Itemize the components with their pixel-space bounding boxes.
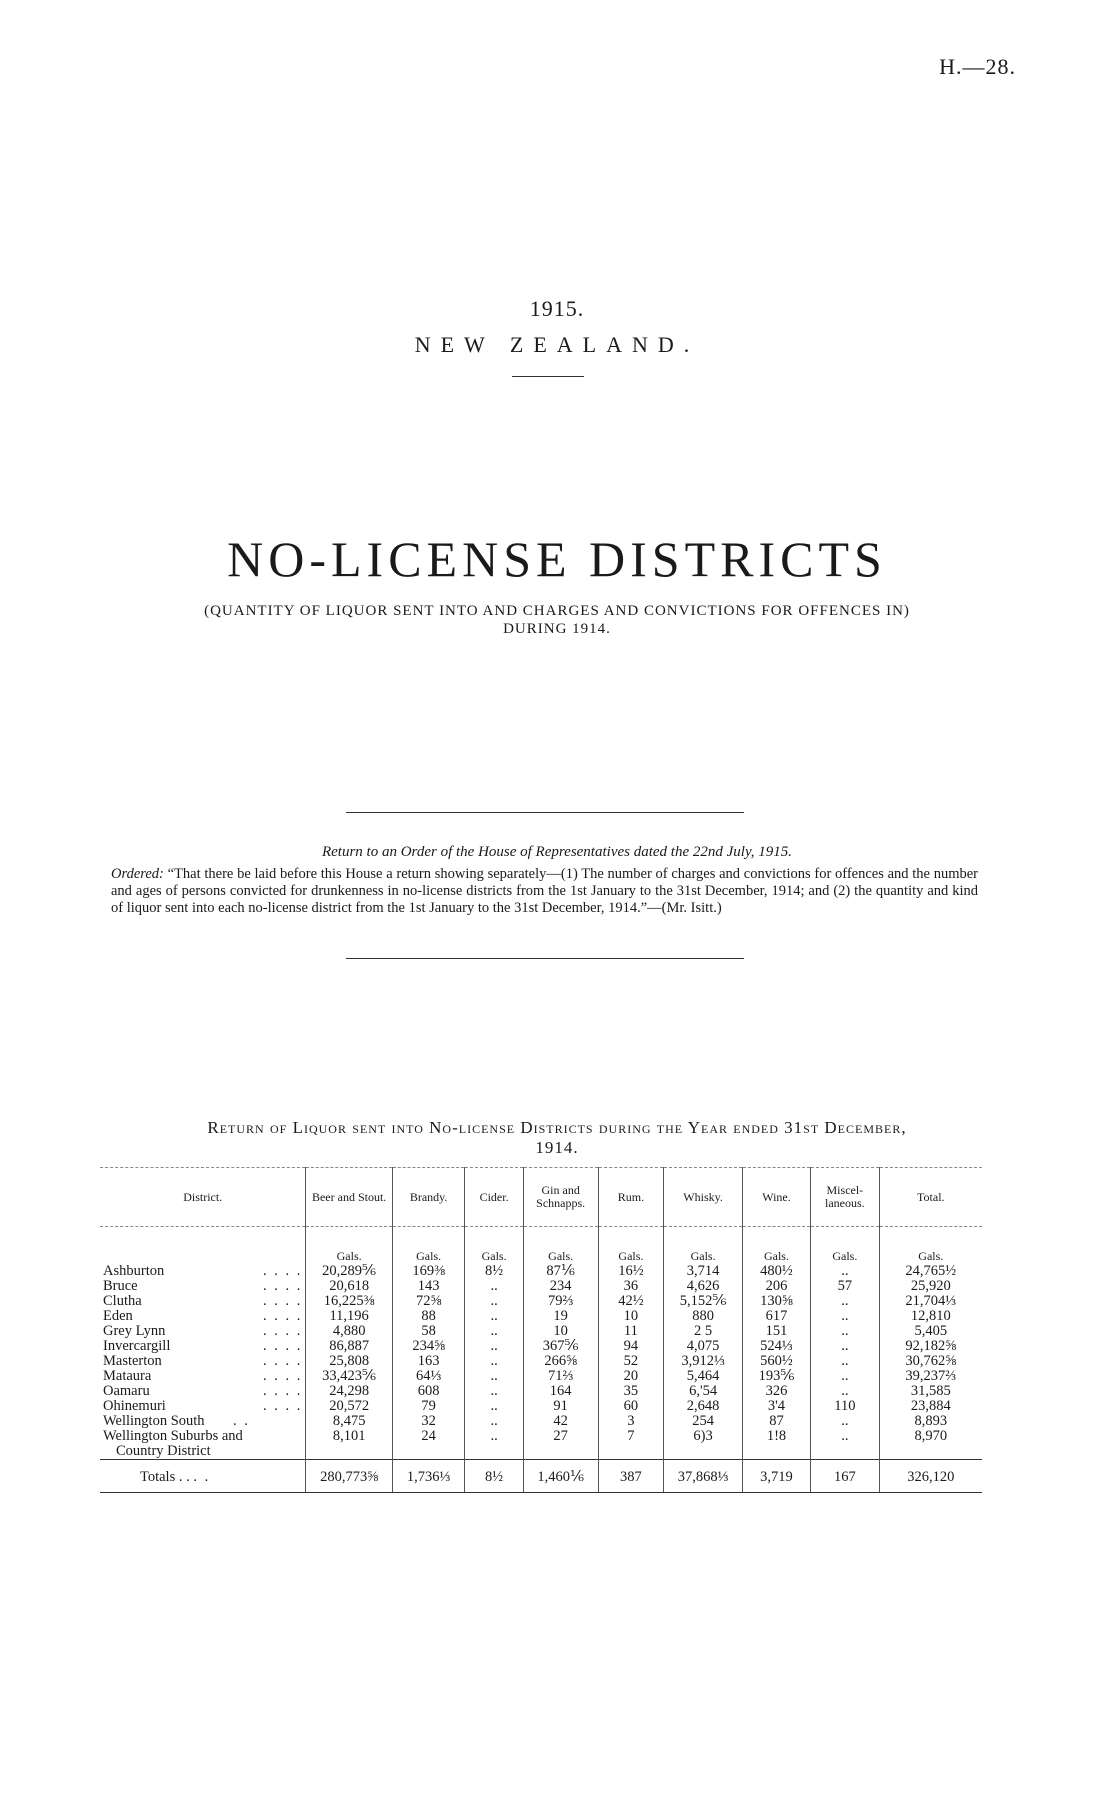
table-cell: 86,887 [306, 1339, 393, 1354]
table-cell: Gals. [879, 1227, 982, 1265]
table-cell [306, 1444, 393, 1460]
table-cell: 21,704⅓ [879, 1294, 982, 1309]
table-cell: 8,475 [306, 1414, 393, 1429]
district-cell [100, 1324, 306, 1339]
table-cell: 36 [598, 1279, 664, 1294]
table-cell: 87⅙ [523, 1264, 598, 1279]
table-cell: .. [811, 1414, 879, 1429]
table-cell: 326 [742, 1384, 810, 1399]
table-cell: 1,460⅙ [523, 1460, 598, 1493]
column-header: Whisky. [664, 1168, 743, 1227]
table-cell: .. [465, 1339, 523, 1354]
column-header: Wine. [742, 1168, 810, 1227]
table-cell [100, 1227, 306, 1265]
table-cell: 560½ [742, 1354, 810, 1369]
column-header: Cider. [465, 1168, 523, 1227]
table-cell: 8½ [465, 1264, 523, 1279]
table-cell: 24 [392, 1429, 464, 1444]
district-name: Ashburton [103, 1263, 165, 1279]
district-cell [100, 1414, 306, 1429]
table-cell: 254 [664, 1414, 743, 1429]
table-cell: 19 [523, 1309, 598, 1324]
table-cell: 20,289⅚ [306, 1264, 393, 1279]
ordered-text: “That there be laid before this House a return showing separately—(1) The number of charges and convictions for offences and the number and ages of persons convicted for drunkenness in no-license districts from the 1st January to the 31st December, 1914; and (2) the quantity and kind of liquor sent into each no-license district from the 1st January to the 31st December, 1914.”—(Mr. Isitt.) [111, 866, 978, 916]
table-cell: .. [465, 1294, 523, 1309]
table-cell: 88 [392, 1309, 464, 1324]
table-cell: 20 [598, 1369, 664, 1384]
table-row [100, 1369, 982, 1384]
leader-dots: . . . . [263, 1308, 303, 1324]
divider [346, 812, 744, 813]
table-row-continuation [100, 1444, 982, 1460]
table-cell: 326,120 [879, 1460, 982, 1493]
table-cell: .. [811, 1294, 879, 1309]
district-name: Masterton [103, 1353, 162, 1369]
table-cell: 3'4 [742, 1399, 810, 1414]
table-cell: 3,912⅓ [664, 1354, 743, 1369]
district-cell [100, 1384, 306, 1399]
table-cell: 234 [523, 1279, 598, 1294]
table-cell: 79⅔ [523, 1294, 598, 1309]
table-cell: 35 [598, 1384, 664, 1399]
leader-dots: . . . . [263, 1353, 303, 1369]
leader-dots: . . [193, 1468, 211, 1485]
leader-dots: . . . . [263, 1278, 303, 1294]
table-cell: 20,618 [306, 1279, 393, 1294]
table-cell: 27 [523, 1429, 598, 1444]
table-cell: 8,893 [879, 1414, 982, 1429]
table-cell: 8,101 [306, 1429, 393, 1444]
table-cell: 524⅓ [742, 1339, 810, 1354]
table-row [100, 1264, 982, 1279]
district-cell [100, 1369, 306, 1384]
ordered-label: Ordered: [111, 866, 164, 882]
district-cell: Country District [116, 1443, 211, 1459]
table-cell: 20,572 [306, 1399, 393, 1414]
table-title-line: Return of Liquor sent into No-license Districts during the Year ended 31st December, [207, 1118, 907, 1137]
table-cell: 387 [598, 1460, 664, 1493]
table-cell: .. [811, 1369, 879, 1384]
table-cell: 31,585 [879, 1384, 982, 1399]
table-cell: 143 [392, 1279, 464, 1294]
table-cell [465, 1444, 523, 1460]
table-row [100, 1294, 982, 1309]
table-cell: 6)3 [664, 1429, 743, 1444]
table-cell: .. [811, 1429, 879, 1444]
table-cell: 11 [598, 1324, 664, 1339]
table-cell [392, 1444, 464, 1460]
table-cell: .. [811, 1339, 879, 1354]
table-cell [879, 1444, 982, 1460]
district-name: Mataura [103, 1368, 152, 1384]
table-cell: 280,773⅝ [306, 1460, 393, 1493]
table-cell: 266⅝ [523, 1354, 598, 1369]
column-header: Rum. [598, 1168, 664, 1227]
totals-row [100, 1460, 982, 1493]
table-cell: 6,'54 [664, 1384, 743, 1399]
district-cell [100, 1279, 306, 1294]
table-cell [598, 1444, 664, 1460]
table-cell: 7 [598, 1429, 664, 1444]
table-cell: .. [465, 1414, 523, 1429]
table-cell: 5,152⅚ [664, 1294, 743, 1309]
table-cell: 30,762⅝ [879, 1354, 982, 1369]
table-cell: Gals. [392, 1227, 464, 1265]
table-cell: 4,626 [664, 1279, 743, 1294]
table-row [100, 1414, 982, 1429]
district-cell [100, 1309, 306, 1324]
table-cell: 169⅜ [392, 1264, 464, 1279]
column-header: District. [100, 1168, 306, 1227]
table-cell: 5,405 [879, 1324, 982, 1339]
table-cell: 5,464 [664, 1369, 743, 1384]
district-name: Eden [103, 1308, 133, 1324]
table-cell: .. [811, 1354, 879, 1369]
liquor-table [100, 1167, 982, 1493]
table-cell: 60 [598, 1399, 664, 1414]
table-cell: 1!8 [742, 1429, 810, 1444]
table-cell: 64⅓ [392, 1369, 464, 1384]
column-header: Total. [879, 1168, 982, 1227]
table-cell: 1,736⅓ [392, 1460, 464, 1493]
table-cell: 37,868⅓ [664, 1460, 743, 1493]
subtitle-line: DURING 1914. [503, 621, 611, 637]
page-subtitle [0, 602, 1114, 638]
table-cell: 10 [598, 1309, 664, 1324]
table-cell: .. [465, 1429, 523, 1444]
table-cell: 11,196 [306, 1309, 393, 1324]
table-cell: 23,884 [879, 1399, 982, 1414]
table-cell: 164 [523, 1384, 598, 1399]
order-paragraph [111, 866, 978, 917]
totals-label-cell [100, 1460, 306, 1493]
document-year: 1915. [529, 296, 585, 321]
table-cell: 25,920 [879, 1279, 982, 1294]
table-title-line: 1914. [535, 1138, 579, 1157]
table-cell: .. [465, 1384, 523, 1399]
table-header-row [100, 1168, 982, 1227]
table-row [100, 1429, 982, 1444]
table-cell: 480½ [742, 1264, 810, 1279]
table-cell: 8½ [465, 1460, 523, 1493]
table-cell [811, 1444, 879, 1460]
district-name: Bruce [103, 1278, 138, 1294]
leader-dots: . . . . [263, 1338, 303, 1354]
table-cell: 608 [392, 1384, 464, 1399]
table-cell [523, 1444, 598, 1460]
table-cell: 94 [598, 1339, 664, 1354]
table-cell: 71⅔ [523, 1369, 598, 1384]
table-cell [664, 1444, 743, 1460]
table-cell: Gals. [523, 1227, 598, 1265]
table-cell: Gals. [664, 1227, 743, 1265]
column-header: Gin and Schnapps. [523, 1168, 598, 1227]
table-cell: .. [465, 1354, 523, 1369]
table-cell: 16½ [598, 1264, 664, 1279]
leader-dots: . . . . [263, 1368, 303, 1384]
document-reference: H.—28. [939, 54, 1016, 79]
table-cell: 57 [811, 1279, 879, 1294]
table-cell: 4,880 [306, 1324, 393, 1339]
table-row [100, 1279, 982, 1294]
leader-dots: . . . . [263, 1263, 303, 1279]
table-row [100, 1309, 982, 1324]
district-cell [100, 1264, 306, 1279]
table-cell: 2,648 [664, 1399, 743, 1414]
table-cell: 2 5 [664, 1324, 743, 1339]
table-cell: 79 [392, 1399, 464, 1414]
table-cell: Gals. [598, 1227, 664, 1265]
table-cell: 206 [742, 1279, 810, 1294]
table-cell: .. [465, 1279, 523, 1294]
table-cell: Gals. [811, 1227, 879, 1265]
table-row [100, 1354, 982, 1369]
column-header: Beer and Stout. [306, 1168, 393, 1227]
table-cell: 110 [811, 1399, 879, 1414]
leader-dots: . . . . [263, 1398, 303, 1414]
table-cell: 234⅝ [392, 1339, 464, 1354]
table-cell: .. [465, 1324, 523, 1339]
table-cell: 39,237⅔ [879, 1369, 982, 1384]
subtitle-line: (QUANTITY OF LIQUOR SENT INTO AND CHARGES AND CONVICTIONS FOR OFFENCES IN) [204, 603, 910, 619]
table-cell: 25,808 [306, 1354, 393, 1369]
district-name: Wellington South [103, 1413, 205, 1429]
table-row [100, 1384, 982, 1399]
table-cell: 3 [598, 1414, 664, 1429]
leader-dots: . . . . [263, 1383, 303, 1399]
table-cell: 167 [811, 1460, 879, 1493]
table-cell: Gals. [306, 1227, 393, 1265]
table-cell: 52 [598, 1354, 664, 1369]
district-name: Clutha [103, 1293, 142, 1309]
totals-label: Totals . . [140, 1468, 190, 1485]
table-cell: .. [465, 1399, 523, 1414]
table-cell: 3,719 [742, 1460, 810, 1493]
table-cell: .. [811, 1324, 879, 1339]
table-cell [742, 1444, 810, 1460]
table-cell: 8,970 [879, 1429, 982, 1444]
leader-dots: . . [233, 1413, 250, 1429]
table-cell: 880 [664, 1309, 743, 1324]
table-cell: 3,714 [664, 1264, 743, 1279]
table-cell: 42 [523, 1414, 598, 1429]
table-cell: .. [811, 1384, 879, 1399]
table-row [100, 1324, 982, 1339]
district-name: Grey Lynn [103, 1323, 166, 1339]
district-cell [100, 1429, 306, 1444]
table-row [100, 1339, 982, 1354]
district-cell [100, 1339, 306, 1354]
table-cell: 617 [742, 1309, 810, 1324]
table-cell: 42½ [598, 1294, 664, 1309]
country-heading: NEW ZEALAND. [414, 332, 700, 357]
table-cell: 4,075 [664, 1339, 743, 1354]
table-cell: 130⅝ [742, 1294, 810, 1309]
table-cell: .. [465, 1309, 523, 1324]
table-cell: 72⅝ [392, 1294, 464, 1309]
table-cell: 92,182⅝ [879, 1339, 982, 1354]
district-name: Ohinemuri [103, 1398, 166, 1414]
table-cell: 10 [523, 1324, 598, 1339]
table-title [0, 1118, 1114, 1158]
column-header: Brandy. [392, 1168, 464, 1227]
table-cell: 87 [742, 1414, 810, 1429]
table-row [100, 1399, 982, 1414]
leader-dots: . . . . [263, 1323, 303, 1339]
district-name: Wellington Suburbs and [103, 1428, 243, 1444]
table-cell: 163 [392, 1354, 464, 1369]
district-name: Invercargill [103, 1338, 171, 1354]
district-cell [100, 1354, 306, 1369]
table-cell: .. [465, 1369, 523, 1384]
table-cell: Gals. [465, 1227, 523, 1265]
table-cell: 33,423⅚ [306, 1369, 393, 1384]
district-cell [100, 1294, 306, 1309]
table-cell: 151 [742, 1324, 810, 1339]
table-cell: .. [811, 1264, 879, 1279]
table-cell: 24,298 [306, 1384, 393, 1399]
column-header: Miscel-laneous. [811, 1168, 879, 1227]
page-title: NO-LICENSE DISTRICTS [227, 531, 887, 587]
table-cell: 12,810 [879, 1309, 982, 1324]
district-name: Oamaru [103, 1383, 150, 1399]
table-cell: 58 [392, 1324, 464, 1339]
leader-dots: . . . . [263, 1293, 303, 1309]
table-cell: .. [811, 1309, 879, 1324]
table-cell: 16,225⅜ [306, 1294, 393, 1309]
table-cell: 193⅚ [742, 1369, 810, 1384]
table-cell: 24,765½ [879, 1264, 982, 1279]
return-statement: Return to an Order of the House of Representatives dated the 22nd July, 1915. [321, 844, 793, 860]
divider [346, 958, 744, 959]
divider [512, 376, 584, 377]
table-cell: 91 [523, 1399, 598, 1414]
table-cell: Gals. [742, 1227, 810, 1265]
table-cell: 32 [392, 1414, 464, 1429]
district-cell [100, 1399, 306, 1414]
units-row [100, 1227, 982, 1265]
table-cell: 367⅚ [523, 1339, 598, 1354]
